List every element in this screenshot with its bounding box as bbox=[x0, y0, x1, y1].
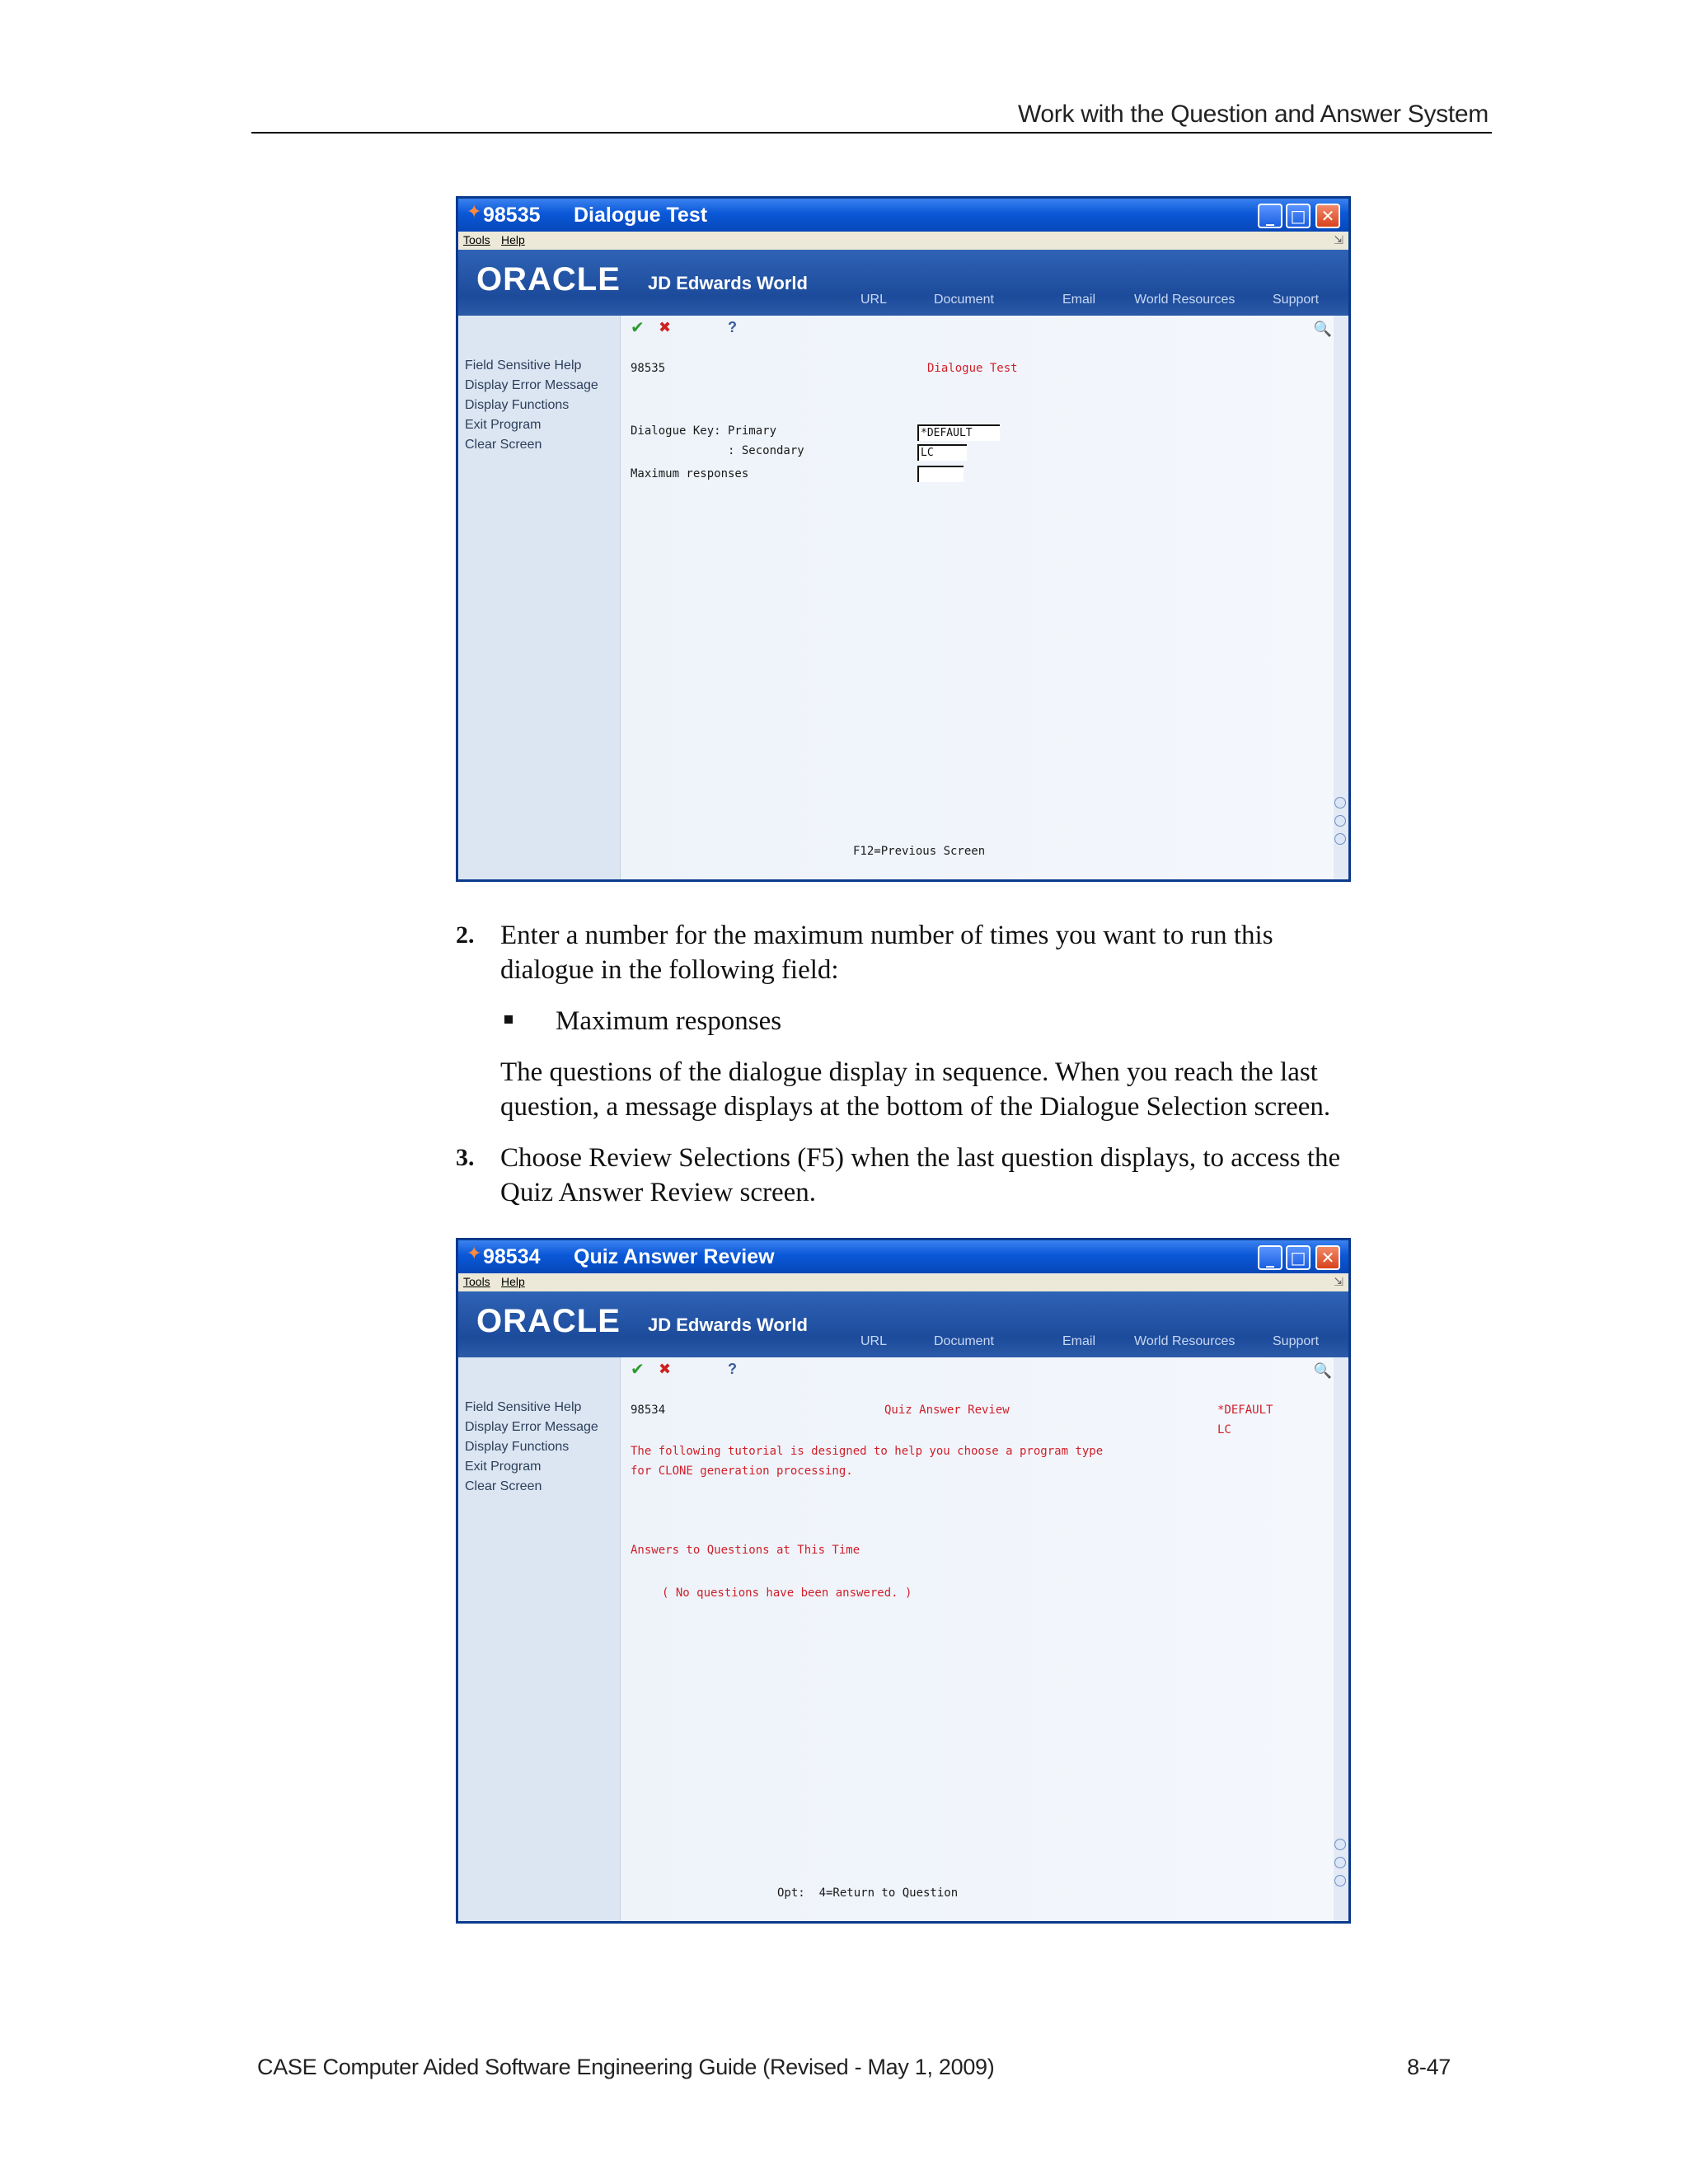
step-3-line-2: Quiz Answer Review screen. bbox=[500, 1178, 817, 1207]
sidebar-item-display-functions[interactable]: Display Functions bbox=[465, 1440, 570, 1454]
link-support[interactable]: Support bbox=[1273, 293, 1320, 307]
maximize-icon[interactable]: □ bbox=[1286, 204, 1311, 228]
sidebar-item-display-functions[interactable]: Display Functions bbox=[465, 398, 570, 412]
step-2-line-1: Enter a number for the maximum number of times you want to run this bbox=[500, 921, 1273, 950]
menu-tools[interactable]: Tools bbox=[463, 233, 490, 246]
step-2-para-line-2: question, a message displays at the bottom of the Dialogue Selection screen. bbox=[500, 1092, 1331, 1122]
link-url[interactable]: URL bbox=[860, 1334, 888, 1348]
primary-key-field[interactable]: *DEFAULT bbox=[917, 424, 1000, 441]
dialogue-key-secondary: LC bbox=[1217, 1423, 1231, 1436]
title-bar bbox=[458, 1240, 1348, 1273]
screen-title: Dialogue Test bbox=[927, 362, 1018, 375]
window-title: Quiz Answer Review bbox=[574, 1245, 775, 1268]
title-bar bbox=[458, 199, 1348, 232]
link-document[interactable]: Document bbox=[934, 293, 994, 307]
scroll-up-icon[interactable] bbox=[1334, 1839, 1346, 1850]
scroll-down-icon[interactable] bbox=[1334, 1857, 1346, 1868]
cancel-x-icon[interactable]: ✖ bbox=[659, 319, 672, 336]
function-sidebar bbox=[458, 316, 621, 879]
help-question-icon[interactable]: ? bbox=[728, 1361, 737, 1377]
link-document[interactable]: Document bbox=[934, 1334, 994, 1348]
bullet-marker bbox=[504, 1015, 513, 1024]
answers-heading: Answers to Questions at This Time bbox=[631, 1544, 860, 1557]
function-key-footer: F12=Previous Screen bbox=[853, 845, 986, 858]
form-content bbox=[621, 1357, 1334, 1921]
link-support[interactable]: Support bbox=[1273, 1334, 1320, 1348]
help-question-icon[interactable]: ? bbox=[728, 319, 737, 335]
no-answers-message: ( No questions have been answered. ) bbox=[662, 1586, 912, 1600]
tutorial-text-line-1: The following tutorial is designed to help you choose a program type bbox=[631, 1445, 1104, 1458]
menu-tools[interactable]: Tools bbox=[463, 1275, 490, 1288]
window-title: Dialogue Test bbox=[574, 204, 708, 227]
step-3-line-1: Choose Review Selections (F5) when the last question displays, to access the bbox=[500, 1143, 1341, 1173]
oracle-logo: ORACLE bbox=[476, 1303, 621, 1339]
sidebar-item-error-message[interactable]: Display Error Message bbox=[465, 378, 598, 392]
tutorial-text-line-2: for CLONE generation processing. bbox=[631, 1465, 853, 1478]
sidebar-item-clear-screen[interactable]: Clear Screen bbox=[465, 438, 542, 452]
pin-icon[interactable]: ⇲ bbox=[1334, 233, 1343, 246]
maximize-icon[interactable]: □ bbox=[1286, 1245, 1311, 1270]
step-2-number: 2. bbox=[456, 921, 475, 949]
screenshot-dialogue-test bbox=[456, 196, 1351, 882]
side-scroll-strip bbox=[1334, 316, 1348, 879]
ok-check-icon[interactable]: ✔ bbox=[631, 1359, 645, 1379]
sidebar-item-exit-program[interactable]: Exit Program bbox=[465, 418, 542, 432]
screenshot-quiz-answer-review bbox=[456, 1238, 1351, 1924]
form-body bbox=[458, 316, 1348, 879]
sidebar-item-clear-screen[interactable]: Clear Screen bbox=[465, 1479, 542, 1493]
cancel-x-icon[interactable]: ✖ bbox=[659, 1361, 672, 1378]
menu-help[interactable]: Help bbox=[501, 233, 525, 246]
zoom-icon[interactable] bbox=[1334, 1875, 1346, 1886]
form-body bbox=[458, 1357, 1348, 1921]
search-icon[interactable]: 🔍 bbox=[1313, 321, 1332, 338]
footer-guide-title: CASE Computer Aided Software Engineering Guide (Revised - May 1, 2009) bbox=[257, 2055, 995, 2079]
program-number: 98535 bbox=[631, 362, 666, 375]
scroll-up-icon[interactable] bbox=[1334, 797, 1346, 808]
close-icon[interactable]: ✕ bbox=[1315, 1245, 1340, 1270]
step-2-para-line-1: The questions of the dialogue display in sequence. When you reach the last bbox=[500, 1057, 1318, 1087]
sidebar-item-exit-program[interactable]: Exit Program bbox=[465, 1460, 542, 1474]
menu-help[interactable]: Help bbox=[501, 1275, 525, 1288]
footer-page-number: 8-47 bbox=[1407, 2055, 1451, 2079]
program-number: 98534 bbox=[631, 1404, 666, 1417]
menu-bar bbox=[458, 232, 1348, 251]
minimize-icon[interactable]: _ bbox=[1258, 204, 1282, 228]
option-footer: Opt: 4=Return to Question bbox=[777, 1886, 959, 1900]
app-icon: ✦ bbox=[467, 1244, 482, 1264]
menu-bar bbox=[458, 1273, 1348, 1292]
sidebar-item-field-help[interactable]: Field Sensitive Help bbox=[465, 1400, 582, 1414]
form-content bbox=[621, 316, 1334, 879]
step-3-number: 3. bbox=[456, 1144, 475, 1171]
link-world-resources[interactable]: World Resources bbox=[1134, 293, 1236, 307]
minimize-icon[interactable]: _ bbox=[1258, 1245, 1282, 1270]
oracle-logo: ORACLE bbox=[476, 261, 621, 298]
sidebar-item-field-help[interactable]: Field Sensitive Help bbox=[465, 359, 582, 373]
link-email[interactable]: Email bbox=[1062, 293, 1096, 307]
scroll-down-icon[interactable] bbox=[1334, 815, 1346, 827]
label-maximum-responses: Maximum responses bbox=[631, 467, 749, 480]
screen-title: Quiz Answer Review bbox=[884, 1404, 1010, 1417]
running-header bbox=[251, 97, 1492, 134]
window-number: 98535 bbox=[483, 204, 541, 227]
label-dialogue-key-primary: Dialogue Key: Primary bbox=[631, 424, 777, 438]
header-title: Work with the Question and Answer System bbox=[1017, 101, 1489, 128]
maximum-responses-field[interactable] bbox=[917, 466, 964, 482]
bullet-maximum-responses: Maximum responses bbox=[556, 1006, 782, 1036]
jde-logo-text: JD Edwards World bbox=[648, 273, 808, 293]
link-email[interactable]: Email bbox=[1062, 1334, 1096, 1348]
oracle-banner bbox=[458, 250, 1348, 316]
side-scroll-strip bbox=[1334, 1357, 1348, 1921]
oracle-banner bbox=[458, 1291, 1348, 1357]
sidebar-item-error-message[interactable]: Display Error Message bbox=[465, 1420, 598, 1434]
app-icon: ✦ bbox=[467, 202, 482, 223]
link-world-resources[interactable]: World Resources bbox=[1134, 1334, 1236, 1348]
dialogue-key-primary: *DEFAULT bbox=[1217, 1404, 1273, 1417]
link-url[interactable]: URL bbox=[860, 293, 888, 307]
pin-icon[interactable]: ⇲ bbox=[1334, 1275, 1343, 1288]
function-sidebar bbox=[458, 1357, 621, 1921]
window-number: 98534 bbox=[483, 1245, 541, 1268]
close-icon[interactable]: ✕ bbox=[1315, 204, 1340, 228]
step-2-line-2: dialogue in the following field: bbox=[500, 955, 839, 985]
ok-check-icon[interactable]: ✔ bbox=[631, 317, 645, 337]
secondary-key-field[interactable]: LC bbox=[917, 444, 967, 461]
search-icon[interactable]: 🔍 bbox=[1313, 1362, 1332, 1380]
zoom-icon[interactable] bbox=[1334, 833, 1346, 845]
label-dialogue-key-secondary: : Secondary bbox=[728, 444, 804, 457]
jde-logo-text: JD Edwards World bbox=[648, 1315, 808, 1335]
